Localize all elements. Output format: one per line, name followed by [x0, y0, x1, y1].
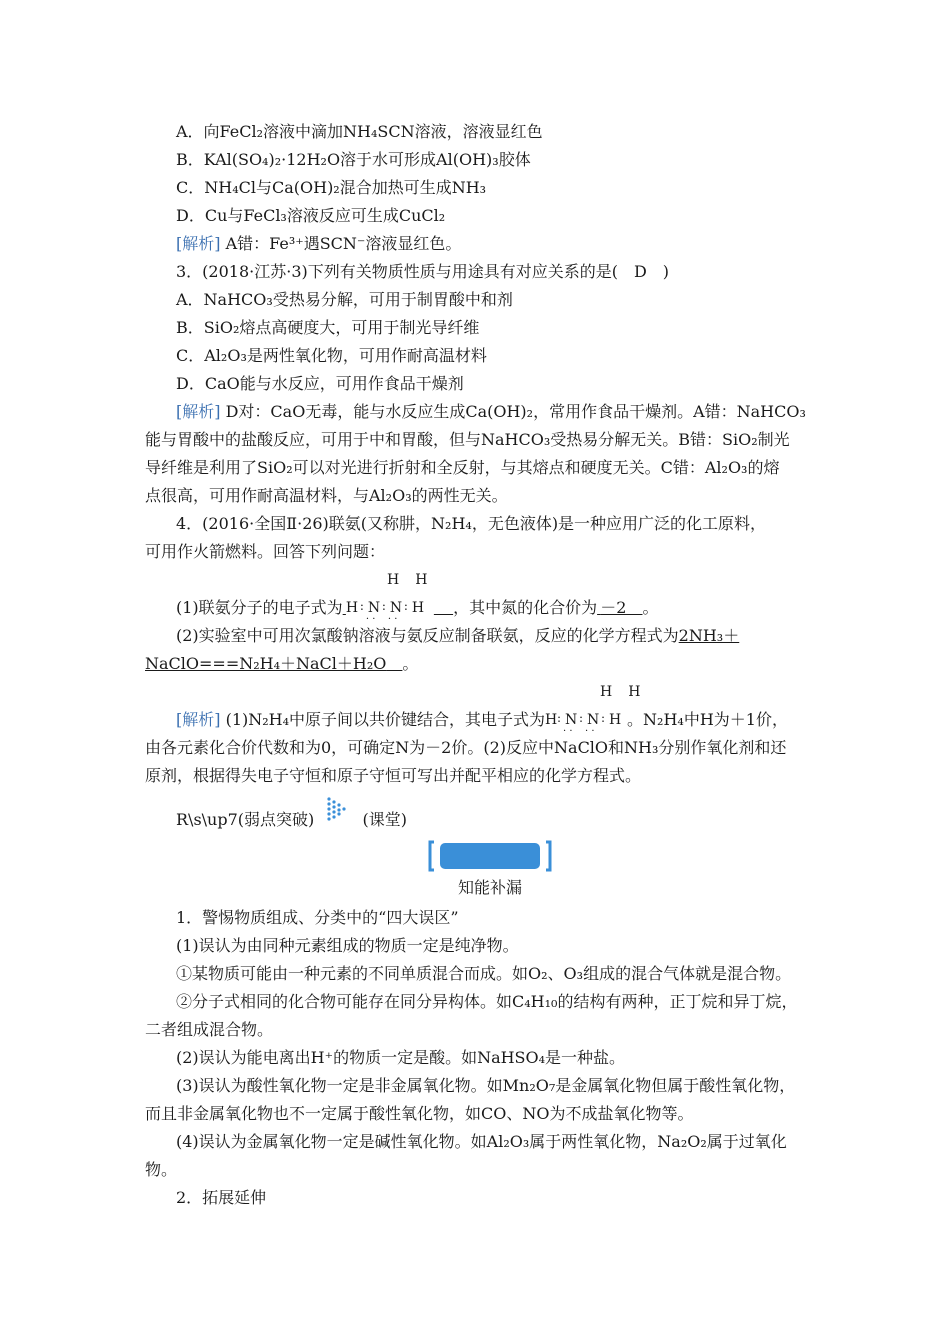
- lewis-h-atom: H: [387, 572, 400, 588]
- analysis-tag: [解析]: [176, 234, 221, 253]
- section-banner-icon: [428, 840, 552, 872]
- lewis-n-atom: N: [367, 600, 381, 616]
- q4-part-2-line-1: [176, 626, 739, 646]
- q4-stem-line-1: 4．(2016·全国Ⅱ·26)联氨(又称肼，N₂H₄，无色液体)是一种应用广泛的化工原料，: [176, 514, 767, 533]
- note-1-1-b-line-2: 二者组成混合物。: [145, 1020, 274, 1039]
- lewis-n-atom: N: [389, 600, 403, 616]
- section-label-prefix: R\s\up7(弱点突破): [176, 810, 315, 829]
- note-1-1-a: ①某物质可能由一种元素的不同单质混合而成。如O₂、O₃组成的混合气体就是混合物。: [176, 964, 792, 983]
- q4-analysis-text-a: (1)N₂H₄中原子间以共价键结合，其电子式为: [225, 710, 546, 729]
- lewis-h-atom: H: [415, 572, 428, 588]
- lewis-h-atom: H: [545, 712, 558, 728]
- lewis-n-atom: N: [565, 712, 578, 728]
- q3-option-d: D．CaO能与水反应，可用作食品干燥剂: [176, 374, 464, 393]
- lewis-h-atom: H: [411, 600, 425, 616]
- q3-option-a: A．NaHCO₃受热易分解，可用于制胃酸中和剂: [176, 290, 513, 309]
- note-1-3-line-1: (3)误认为酸性氧化物一定是非金属氧化物。如Mn₂O₇是金属氧化物但属于酸性氧化物，: [176, 1076, 796, 1095]
- chevron-right-icon: [326, 796, 348, 822]
- lewis-h-atom: H: [628, 684, 641, 700]
- q4-part-1-prefix: (1)联氨分子的电子式为: [176, 598, 343, 617]
- lewis-h-atom: H: [345, 600, 359, 616]
- lewis-n-atom: N: [587, 712, 600, 728]
- q4-part-1-answer: －2: [600, 598, 627, 617]
- q4-stem-line-2: 可用作火箭燃料。回答下列问题：: [145, 542, 386, 561]
- lewis-h-atom: H: [600, 684, 613, 700]
- q2-option-d: D．Cu与FeCl₃溶液反应可生成CuCl₂: [176, 206, 446, 225]
- q3-stem: 3．(2018·江苏·3)下列有关物质性质与用途具有对应关系的是( D ): [176, 262, 670, 281]
- lewis-h-atom: H: [609, 712, 622, 728]
- lewis-structure-2: H : N : N : H · · · ·: [545, 711, 622, 737]
- q4-analysis-line-1: [176, 710, 788, 737]
- note-1: 1．警惕物质组成、分类中的“四大误区”: [176, 908, 459, 927]
- note-1-4-line-1: (4)误认为金属氧化物一定是碱性氧化物。如Al₂O₃属于两性氧化物，Na₂O₂属于过氧化: [176, 1132, 787, 1151]
- section-label-suffix: (课堂): [362, 810, 407, 829]
- section-label: [176, 810, 407, 830]
- analysis-tag: [解析]: [176, 710, 221, 729]
- q4-analysis-line-2: 由各元素化合价代数和为0，可确定N为－2价。(2)反应中NaClO和NH₃分别作氧化剂和还: [145, 738, 787, 757]
- q2-option-b: B．KAl(SO₄)₂·12H₂O溶于水可形成Al(OH)₃胶体: [176, 150, 531, 169]
- q2-analysis-text: A错：Fe³⁺遇SCN⁻溶液显红色。: [225, 234, 462, 253]
- q4-part-1-mid: ，其中氮的化合价为: [453, 598, 598, 617]
- lewis-top-h-row: [387, 570, 427, 590]
- note-1-4-line-2: 物。: [145, 1160, 178, 1179]
- q4-part-2-end: 。: [402, 654, 419, 673]
- lewis-structure: H : N : N : H · · · ·: [345, 599, 425, 625]
- q3-analysis-line-2: 能与胃酸中的盐酸反应，可用于中和胃酸，但与NaHCO₃受热易分解无关。B错：SiO₂制光: [145, 430, 790, 449]
- q3-option-c: C．Al₂O₃是两性氧化物，可用作耐高温材料: [176, 346, 487, 365]
- q4-part-2-answer-2: NaClO===N₂H₄＋NaCl＋H₂O: [145, 654, 387, 673]
- q3-analysis-line-1: [176, 402, 806, 422]
- q2-option-a: A．向FeCl₂溶液中滴加NH₄SCN溶液，溶液显红色: [176, 122, 543, 141]
- q4-part-2-text: (2)实验室中可用次氯酸钠溶液与氨反应制备联氨，反应的化学方程式为: [176, 626, 679, 645]
- banner-title: 知能补漏: [458, 878, 523, 897]
- q4-part-1: [176, 598, 659, 625]
- note-1-3-line-2: 而且非金属氧化物也不一定属于酸性氧化物，如CO、NO为不成盐氧化物等。: [145, 1104, 694, 1123]
- note-2: 2．拓展延伸: [176, 1188, 267, 1207]
- q4-part-1-end: 。: [642, 598, 659, 617]
- q4-analysis-line-3: 原剂，根据得失电子守恒和原子守恒可写出并配平相应的化学方程式。: [145, 766, 642, 785]
- q2-option-c: C．NH₄Cl与Ca(OH)₂混合加热可生成NH₃: [176, 178, 487, 197]
- note-1-1: (1)误认为由同种元素组成的物质一定是纯净物。: [176, 936, 519, 955]
- analysis-tag: [解析]: [176, 402, 221, 421]
- q4-part-2-line-2: [145, 654, 418, 674]
- q3-analysis-line-3: 导纤维是利用了SiO₂可以对光进行折射和全反射，与其熔点和硬度无关。C错：Al₂O₃的熔: [145, 458, 780, 477]
- q3-option-b: B．SiO₂熔点高硬度大，可用于制光导纤维: [176, 318, 480, 337]
- q3-analysis-line-4: 点很高，可用作耐高温材料，与Al₂O₃的两性无关。: [145, 486, 508, 505]
- q4-analysis-text-b: 。N₂H₄中H为＋1价，: [627, 710, 788, 729]
- note-1-2: (2)误认为能电离出H⁺的物质一定是酸。如NaHSO₄是一种盐。: [176, 1048, 626, 1067]
- note-1-1-b-line-1: ②分子式相同的化合物可能存在同分异构体。如C₄H₁₀的结构有两种，正丁烷和异丁烷，: [176, 992, 798, 1011]
- q4-part-2-answer-1: 2NH₃＋: [678, 626, 740, 645]
- q3-analysis-text: D对：CaO无毒，能与水反应生成Ca(OH)₂，常用作食品干燥剂。A错：NaHCO₃: [225, 402, 806, 421]
- lewis-top-h-row-2: [600, 682, 640, 702]
- q2-analysis: [176, 234, 461, 254]
